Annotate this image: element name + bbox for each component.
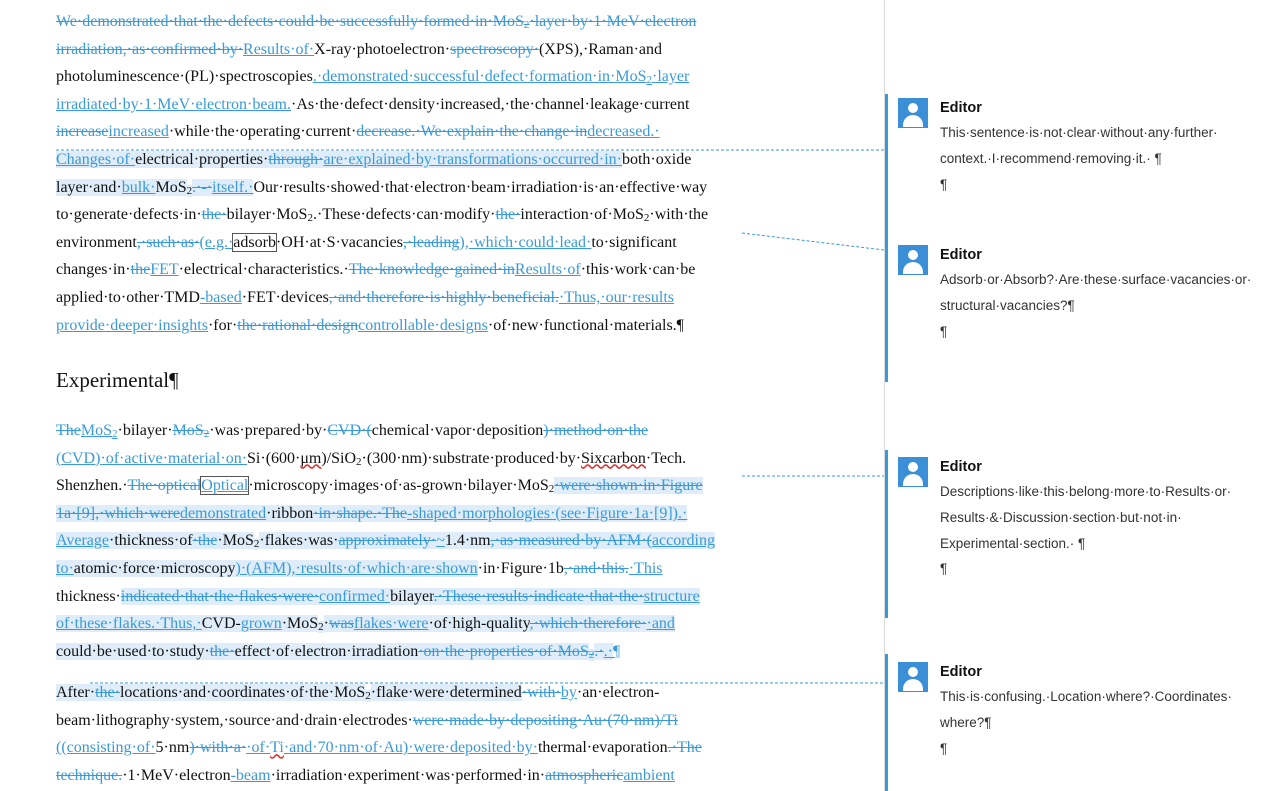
text-line[interactable] (56, 445, 742, 473)
text-run: ·an·electron- (576, 684, 660, 701)
text-run: ·MoS (281, 615, 319, 633)
deleted-text: CVD·( (327, 422, 372, 439)
inserted-text: ·of· (246, 739, 271, 757)
text-run: effect·of·electron·irradiation (234, 642, 419, 660)
text-run: ·FET·devices (241, 288, 329, 306)
text-line[interactable] (56, 91, 742, 119)
text-run: 2 (318, 621, 324, 634)
comment-text[interactable]: This·is·confusing.·Location·where?·Coordinates· where?¶ ¶ (940, 689, 1232, 756)
inserted-text: confirmed· (318, 587, 391, 605)
inserted-text: .·demonstrated·successful·defect·formation·in·MoS (312, 68, 647, 86)
inserted-text: Average (56, 532, 109, 550)
text-line[interactable] (56, 174, 742, 202)
deleted-text: ·in·shape.·The (313, 504, 407, 522)
text-line[interactable] (56, 734, 742, 762)
text-line[interactable] (56, 679, 742, 707)
text-run: bilayer (390, 587, 434, 605)
text-run: )/SiO (321, 449, 357, 467)
text-run: ·thickness·of (109, 532, 193, 550)
text-run: to·significant (591, 233, 677, 251)
text-run: (XPS),·Raman·and (538, 40, 663, 58)
deleted-text: The·knowledge·gained·in (348, 261, 515, 279)
inserted-text: increased (108, 123, 169, 141)
deleted-text: the (130, 261, 151, 279)
inserted-text: Changes·of· (56, 150, 136, 168)
deleted-text: 2 (203, 428, 210, 440)
deleted-text: ,·which·therefore· (529, 615, 647, 633)
text-run: ·of·new·functional·materials.¶ (487, 316, 684, 334)
text-run: CVD- (201, 615, 241, 633)
user-avatar-icon (898, 98, 928, 128)
text-run: locations·and·coordinates·of·the·MoS (119, 684, 366, 701)
inserted-text: to· (56, 559, 74, 577)
deleted-text: ·with· (521, 684, 561, 701)
text-run: chemical·vapor·deposition (371, 422, 544, 439)
text-run: Si·(600· (247, 449, 301, 467)
inserted-text: FET (150, 261, 179, 279)
text-run: Shenzhen.· (56, 477, 128, 495)
text-run: thickness· (56, 587, 121, 605)
inserted-text: ),·which·could·lead· (459, 233, 592, 251)
text-run: 1.4·nm (444, 532, 491, 550)
deleted-text: spectroscopy· (450, 40, 539, 58)
inserted-text: grown (240, 615, 282, 633)
deleted-text: 2 (523, 19, 530, 31)
text-line[interactable] (56, 638, 742, 666)
comment-text[interactable]: This·sentence·is·not·clear·without·any·further· context.·I·recommend·removing·it.· ¶ ¶ (940, 125, 1218, 192)
text-run: beam·lithography·system,·source·and·drain·electrodes· (56, 711, 413, 729)
comment-author: Editor (940, 100, 982, 116)
text-line[interactable] (56, 472, 742, 500)
inserted-text: -based (199, 288, 242, 306)
text-run: 2 (548, 483, 555, 496)
deleted-text: ·on·the·properties·of·MoS (418, 642, 589, 660)
text-run: ·electrical·characteristics.· (178, 261, 349, 279)
text-run: applied·to·other·TMD (56, 288, 200, 306)
text-run: ·was·prepared·by· (209, 422, 328, 439)
paragraph-experimental-lithography[interactable] (56, 679, 742, 789)
text-line[interactable] (56, 555, 742, 583)
deleted-text: the· (95, 684, 120, 701)
text-line[interactable] (56, 707, 742, 735)
inserted-text: bulk· (121, 178, 156, 196)
inserted-text: ambient (623, 766, 675, 784)
text-run: photoluminescence·(PL)·spectroscopies (56, 68, 313, 86)
text-line[interactable] (56, 229, 742, 257)
inserted-text: decreased.· (587, 123, 660, 141)
deleted-text: The·optical (127, 477, 202, 495)
heading-text: Experimental¶ (56, 368, 179, 392)
deleted-text: .· (594, 642, 604, 660)
inserted-text: Results·of (514, 261, 581, 279)
text-run: atomic·force·microscopy (73, 559, 236, 577)
text-run: 2 (643, 212, 650, 225)
text-run: · (323, 615, 329, 633)
inserted-text: structure (643, 587, 700, 605)
deleted-text: We·demonstrated·that·the·defects·could·be·successfully·formed·in·MoS (56, 13, 524, 30)
inserted-text: according (651, 532, 715, 550)
text-run: ·flake·were·determined (370, 684, 522, 701)
text-line[interactable] (56, 284, 742, 312)
text-run: electrical·properties· (135, 150, 269, 168)
comment-bar (885, 654, 888, 791)
section-heading-experimental[interactable] (56, 366, 179, 394)
deleted-text: the· (495, 206, 521, 224)
text-run: 2 (365, 690, 371, 702)
text-line[interactable] (56, 610, 742, 638)
inserted-text: -beam (230, 766, 271, 784)
inserted-text: flakes·were (353, 615, 429, 633)
deleted-text: ·the (192, 532, 218, 550)
text-run: ·ribbon (266, 504, 314, 522)
text-run: ·irradiation·experiment·was·performed·in· (270, 766, 546, 784)
text-run: both·oxide (621, 150, 692, 168)
deleted-text: ,·and·this. (563, 559, 629, 577)
deleted-text: increase (56, 123, 109, 141)
text-run: layer·and· (56, 178, 122, 196)
deleted-text: through· (268, 150, 324, 168)
comment-author: Editor (940, 459, 982, 475)
inserted-text: -shaped·morphologies·(see·Figure·1a·[9]).· (406, 504, 688, 522)
inserted-text: Optical (201, 477, 249, 495)
text-line[interactable] (56, 8, 742, 36)
text-run: ·MoS (217, 532, 254, 550)
comment-author: Editor (940, 247, 982, 263)
deleted-text: ,·such·as· (136, 233, 200, 251)
text-line[interactable] (56, 417, 742, 445)
text-run: ·flakes·was· (259, 532, 339, 550)
inserted-text: (CVD)·of·active·material·on· (56, 449, 248, 467)
deleted-text: ·were·shown·in·Figure (554, 477, 703, 495)
text-line[interactable] (56, 36, 742, 64)
text-run: 2 (356, 455, 362, 468)
text-run: ·1·MeV·electron (122, 766, 231, 784)
comment-bar (885, 94, 888, 382)
inserted-text: MoS (80, 422, 112, 439)
deleted-text: ,·and·therefore·is·highly·beneficial. (328, 288, 559, 306)
text-run: ·this·work·can·be (580, 261, 696, 279)
text-run: ·in·Figure·1b (477, 559, 564, 577)
deleted-text: decrease.·We·explain·the·change·in (356, 123, 588, 141)
inserted-text: itself.· (212, 178, 254, 196)
inserted-text: ·and·70·nm·of·Au)·were·deposited·by· (283, 739, 538, 757)
deleted-text: 1a·[9],·which·were (56, 504, 180, 522)
inserted-text: (e.g.· (199, 233, 234, 251)
text-run: ·OH·at·S·vacancies (275, 233, 403, 251)
comment-text[interactable]: Descriptions·like·this·belong·more·to·Results·or· Results·&·Discussion·section·but·not·in· Experimental·section.· ¶ ¶ (940, 484, 1232, 577)
inserted-text: controllable·designs (358, 316, 488, 334)
text-run: bilayer·MoS (226, 206, 308, 224)
inserted-text: .· (603, 642, 613, 660)
inserted-text: ¶ (612, 642, 621, 660)
text-run: .·These·defects·can·modify· (312, 206, 496, 224)
comment-text[interactable]: Adsorb·or·Absorb?·Are·these·surface·vacancies·or· structural·vacancies?¶ ¶ (940, 272, 1252, 339)
deleted-text: the·rational·design (237, 316, 359, 334)
text-run: Sixcarbon (581, 449, 646, 467)
inserted-text: Ti (270, 739, 284, 757)
deleted-text: approximately· (338, 532, 437, 550)
text-line[interactable] (56, 63, 742, 91)
deleted-text: 2 (588, 648, 595, 661)
text-run: 2 (253, 538, 260, 551)
inserted-text: )·(AFM),·results·of·which·are·shown (235, 559, 478, 577)
inserted-text: ·layer (651, 68, 690, 86)
text-line[interactable] (56, 527, 742, 555)
user-avatar-icon (898, 457, 928, 487)
comment-author: Editor (940, 664, 982, 680)
inserted-text: demonstrated (179, 504, 267, 522)
deleted-text: .·These·results·indicate·that·the· (433, 587, 644, 605)
deleted-text: ,·as·measured·by·AFM·( (490, 532, 652, 550)
inserted-text: of·these·flakes.·Thus,· (56, 615, 202, 633)
deleted-text: ·layer·by·1·MeV·electron (529, 13, 697, 30)
deleted-text: atmospheric (545, 766, 624, 784)
deleted-text: were·made·by·depositing·Au·(70·nm)/Ti (412, 711, 678, 729)
inserted-text: Results·of· (243, 40, 315, 58)
deleted-text: was (329, 615, 354, 633)
text-run: adsorb (233, 233, 276, 251)
inserted-text: by (560, 684, 577, 701)
text-line[interactable] (56, 256, 742, 284)
text-run: to·generate·defects·in· (56, 206, 202, 224)
text-run: 2 (307, 212, 313, 225)
text-line[interactable] (56, 762, 742, 790)
text-run: environment (56, 233, 137, 251)
comment-bar (885, 450, 888, 618)
user-avatar-icon (898, 662, 928, 692)
text-run: X-ray·photoelectron· (314, 40, 451, 58)
text-run: ·while·the·operating·current· (168, 123, 357, 141)
paragraph-experimental-preparation[interactable] (56, 417, 742, 665)
text-run: ·As·the·defect·density·increased,·the·channel·leakage·current (291, 95, 690, 113)
text-run: ·of·high-quality (428, 615, 530, 633)
text-run: ·Tech. (645, 449, 687, 467)
user-avatar-icon (898, 245, 928, 275)
deleted-text: MoS (172, 422, 204, 439)
text-run: Our·results·showed·that·electron·beam·irradiation·is·an·effective·way (253, 178, 708, 196)
deleted-text: ,·leading (402, 233, 460, 251)
inserted-text: are·explained·by·transformations·occurred·in· (323, 150, 622, 168)
deleted-text: the· (209, 642, 235, 660)
text-run: ·microscopy·images·of·as-grown·bilayer·MoS (248, 477, 549, 495)
text-line[interactable] (56, 583, 742, 611)
text-run: μm (300, 449, 322, 467)
deleted-text: technique. (56, 766, 123, 784)
text-run: ·bilayer· (117, 422, 173, 439)
text-run: ·with·the (649, 206, 709, 224)
text-run: could·be·used·to·study· (56, 642, 210, 660)
text-run: After· (56, 684, 96, 701)
inserted-text: ~ (436, 532, 445, 550)
deleted-text: )·method·on·the (543, 422, 649, 439)
text-line[interactable] (56, 312, 742, 340)
text-run: ·for· (207, 316, 238, 334)
deleted-text: indicated·that·the·flakes·were· (120, 587, 319, 605)
inserted-text: 2 (646, 74, 652, 87)
text-run: 2 (186, 184, 193, 197)
deleted-text: the· (201, 206, 227, 224)
deleted-text: The (56, 422, 81, 439)
text-line[interactable] (56, 201, 742, 229)
inserted-text: ((consisting·of· (56, 739, 156, 757)
deleted-text: .·-· (192, 178, 213, 196)
text-line[interactable] (56, 146, 742, 174)
inserted-text: ·Thus,·our·results (558, 288, 674, 306)
deleted-text: irradiation,·as·confirmed·by· (56, 40, 244, 58)
text-run: thermal·evaporation (537, 739, 668, 757)
text-line[interactable] (56, 118, 742, 146)
text-run: MoS (155, 178, 187, 196)
inserted-text: provide·deeper·insights (56, 316, 208, 334)
deleted-text: .·The (667, 739, 702, 757)
text-run: changes·in· (56, 261, 131, 279)
text-line[interactable] (56, 500, 742, 528)
inserted-text: 2 (112, 428, 118, 440)
inserted-text: ·and (646, 615, 675, 633)
deleted-text: )·with·a· (189, 739, 247, 757)
inserted-text: irradiated·by·1·MeV·electron·beam. (56, 95, 291, 113)
text-run: ·(300·nm)·substrate·produced·by· (361, 449, 582, 467)
text-run: interaction·of·MoS (520, 206, 644, 224)
inserted-text: ·This (628, 559, 663, 577)
text-run: 5·nm (155, 739, 190, 757)
paragraph-results-summary[interactable] (56, 8, 742, 339)
